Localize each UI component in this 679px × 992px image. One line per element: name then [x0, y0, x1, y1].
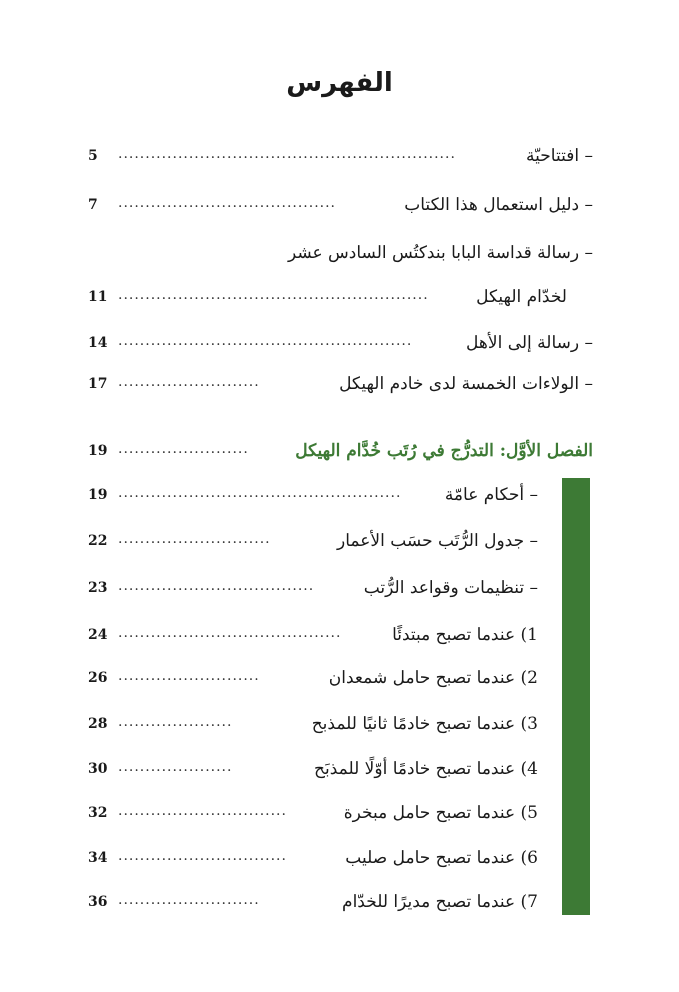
chapter-title: الفصل الأوَّل: التدرُّج في رُتَب خُدَّام الهيكل: [295, 441, 593, 461]
dot-leader: ......................................................: [118, 333, 413, 349]
entry-title: – افتتاحيّة: [526, 146, 593, 166]
page-number: 7: [88, 197, 98, 213]
page-number: 23: [88, 580, 108, 596]
toc-entry[interactable]: [88, 711, 538, 737]
entry-title: – دليل استعمال هذا الكتاب: [404, 195, 593, 215]
dot-leader: ...............................: [118, 848, 287, 864]
dot-leader: ....................................................: [118, 485, 402, 501]
entry-title-line1: – رسالة قداسة البابا بندكتُس السادس عشر: [287, 243, 593, 263]
toc-entry[interactable]: [88, 528, 538, 554]
toc-entry[interactable]: [88, 665, 538, 691]
toc-entry[interactable]: [88, 371, 593, 397]
dot-leader: ..........................: [118, 668, 260, 684]
page-number: 32: [88, 805, 108, 821]
entry-title: – جدول الرُّتَب حسَب الأعمار: [337, 531, 538, 551]
entry-title: 5) عندما تصبح حامل مبخرة: [343, 803, 538, 823]
entry-title: – رسالة إلى الأهل: [466, 333, 593, 353]
page-number: 34: [88, 850, 108, 866]
page-number: 26: [88, 670, 108, 686]
entry-title: – تنظيمات وقواعد الرُّتب: [363, 578, 538, 598]
toc-entry[interactable]: [88, 575, 538, 601]
dot-leader: ........................................: [118, 195, 337, 211]
entry-title: 2) عندما تصبح حامل شمعدان: [328, 668, 538, 688]
chapter-marker-bar: [562, 478, 590, 915]
dot-leader: ...............................: [118, 803, 287, 819]
page-number: 24: [88, 627, 108, 643]
dot-leader: .........................................................: [118, 287, 429, 303]
toc-entry[interactable]: [88, 756, 538, 782]
dot-leader: .....................: [118, 759, 233, 775]
toc-entry[interactable]: [88, 800, 538, 826]
page-number: 19: [88, 443, 108, 459]
page-number: 14: [88, 335, 108, 351]
entry-title: 3) عندما تصبح خادمًا ثانيًا للمذبح: [311, 714, 538, 734]
page-number: 5: [88, 148, 98, 164]
dot-leader: ............................: [118, 531, 271, 547]
page-number: 22: [88, 533, 108, 549]
entry-title: – الولاءات الخمسة لدى خادم الهيكل: [339, 374, 593, 394]
entry-title-line2: لخدّام الهيكل: [476, 287, 567, 307]
dot-leader: .....................: [118, 714, 233, 730]
dot-leader: ..........................: [118, 374, 260, 390]
dot-leader: ..........................: [118, 892, 260, 908]
entry-title: 1) عندما تصبح مبتدئًا: [392, 625, 538, 645]
toc-entry[interactable]: [88, 889, 538, 915]
entry-title: 4) عندما تصبح خادمًا أوّلًا للمذبَح: [314, 759, 538, 779]
page-number: 36: [88, 894, 108, 910]
page-number: 17: [88, 376, 108, 392]
page-number: 30: [88, 761, 108, 777]
dot-leader: ....................................: [118, 578, 315, 594]
page-number: 11: [88, 289, 108, 305]
page-title: الفهرس: [286, 68, 393, 98]
dot-leader: ..............................................................: [118, 146, 456, 162]
toc-entry[interactable]: [88, 845, 538, 871]
page-number: 28: [88, 716, 108, 732]
dot-leader: .........................................: [118, 625, 342, 641]
toc-entry[interactable]: [88, 622, 538, 648]
toc-entry[interactable]: [88, 240, 593, 312]
toc-entry[interactable]: [88, 482, 538, 508]
dot-leader: ........................: [118, 441, 249, 457]
toc-entry[interactable]: [88, 330, 593, 356]
entry-title: – أحكام عامّة: [444, 485, 538, 505]
entry-title: 7) عندما تصبح مديرًا للخدّام: [342, 892, 538, 912]
entry-title: 6) عندما تصبح حامل صليب: [345, 848, 538, 868]
chapter-heading[interactable]: [88, 438, 593, 464]
toc-entry[interactable]: [88, 143, 593, 169]
page-number: 19: [88, 487, 108, 503]
toc-entry[interactable]: [88, 192, 593, 218]
